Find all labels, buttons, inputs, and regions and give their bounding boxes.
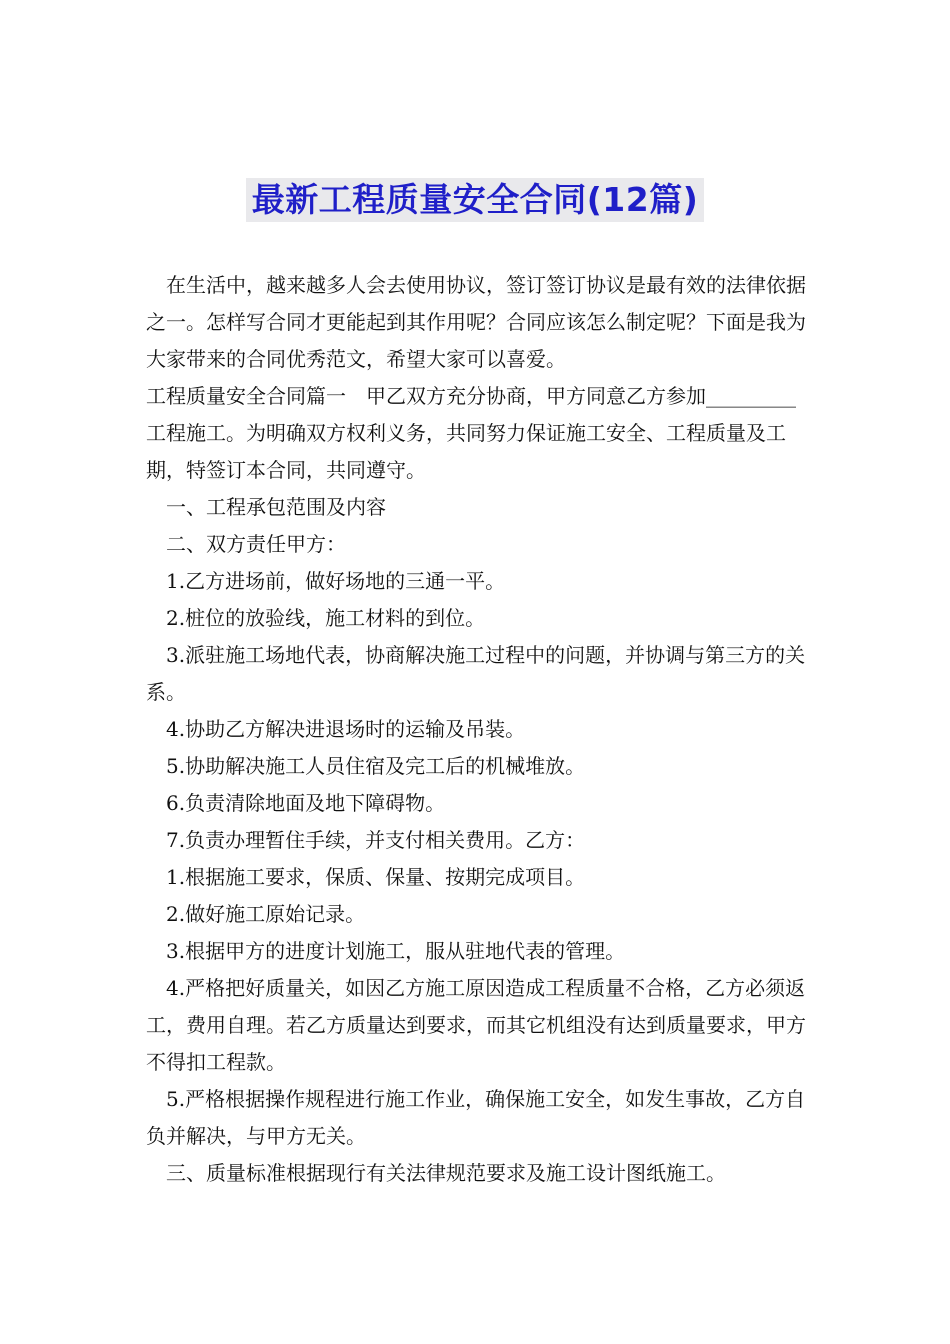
section-heading-responsibilities: 二、双方责任甲方： — [166, 532, 346, 556]
party-b-item-5: 5.严格根据操作规程进行施工作业，确保施工安全，如发生事故，乙方自负并解决，与甲方无关。 — [146, 1087, 806, 1148]
party-a-item-5: 5.协助解决施工人员住宿及完工后的机械堆放。 — [166, 754, 586, 778]
party-a-item-1: 1.乙方进场前，做好场地的三通一平。 — [166, 569, 506, 593]
document-body — [146, 267, 808, 1192]
title-container — [0, 178, 950, 222]
party-a-item-6: 6.负责清除地面及地下障碍物。 — [166, 791, 446, 815]
party-a-item-4: 4.协助乙方解决进退场时的运输及吊装。 — [166, 717, 526, 741]
party-b-item-1: 1.根据施工要求，保质、保量、按期完成项目。 — [166, 865, 586, 889]
party-a-item-2: 2.桩位的放验线，施工材料的到位。 — [166, 606, 486, 630]
section-heading-scope: 一、工程承包范围及内容 — [166, 495, 386, 519]
party-b-item-3: 3.根据甲方的进度计划施工，服从驻地代表的管理。 — [166, 939, 626, 963]
contract-opening-paragraph: 工程质量安全合同篇一 甲乙双方充分协商，甲方同意乙方参加_________工程施工。为明确双方权利义务，共同努力保证施工安全、工程质量及工期，特签订本合同，共同遵守。 — [146, 384, 796, 482]
section-heading-quality-standard: 三、质量标准根据现行有关法律规范要求及施工设计图纸施工。 — [166, 1161, 726, 1185]
party-a-item-7: 7.负责办理暂住手续，并支付相关费用。乙方： — [166, 828, 586, 852]
intro-paragraph: 在生活中，越来越多人会去使用协议，签订签订协议是最有效的法律依据之一。怎样写合同才更能起到其作用呢？合同应该怎么制定呢？下面是我为大家带来的合同优秀范文，希望大家可以喜爱。 — [146, 273, 806, 371]
party-a-item-3: 3.派驻施工场地代表，协商解决施工过程中的问题，并协调与第三方的关系。 — [146, 643, 806, 704]
party-b-item-2: 2.做好施工原始记录。 — [166, 902, 366, 926]
party-b-item-4: 4.严格把好质量关，如因乙方施工原因造成工程质量不合格，乙方必须返工，费用自理。若乙方质量达到要求，而其它机组没有达到质量要求，甲方不得扣工程款。 — [146, 976, 806, 1074]
document-title: 最新工程质量安全合同(12篇) — [246, 178, 705, 222]
